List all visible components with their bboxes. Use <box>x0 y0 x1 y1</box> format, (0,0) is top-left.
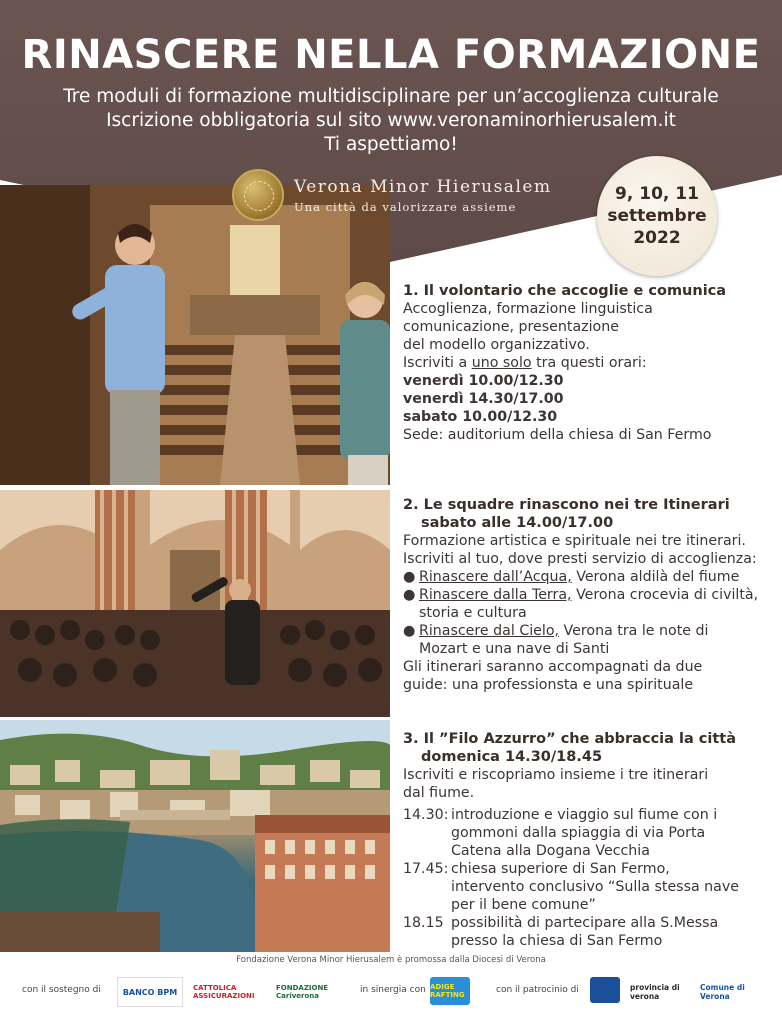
comune-verona-logo: Comune di Verona <box>700 983 745 1001</box>
subtitle-line-2: Iscrizione obbligatoria sul sito www.veronaminorhierusalem.it <box>106 110 676 131</box>
module-3-time: domenica 14.30/18.45 <box>421 749 603 765</box>
schedule-line-1: introduzione e viaggio sul fiume con i <box>451 807 718 823</box>
enroll-prefix: Iscriviti a <box>403 355 472 371</box>
subtitle-line-1: Tre moduli di formazione multidisciplinare per un’accoglienza culturale <box>63 86 719 107</box>
cattolica-logo: CATTOLICA ASSICURAZIONI <box>193 984 255 1000</box>
bullet-icon: ● <box>403 587 416 603</box>
module-1-desc-1: Accoglienza, formazione linguistica <box>403 301 653 317</box>
module-1 <box>403 282 773 444</box>
date-year: 2022 <box>633 228 681 248</box>
date-badge <box>597 156 717 276</box>
date-days: 9, 10, 11 <box>615 184 699 204</box>
logo-name: Verona Minor Hierusalem <box>294 176 552 197</box>
module-2-title: 2. Le squadre rinascono nei tre Itinerari <box>403 497 730 513</box>
patronage-label: con il patrocinio di <box>496 985 579 995</box>
slot-1: venerdì 10.00/12.30 <box>403 373 564 389</box>
module-2-desc-1: Formazione artistica e spirituale nei tre itinerari. <box>403 533 746 549</box>
synergy-label: in sinergia con <box>360 985 426 995</box>
bullet-icon: ● <box>403 569 416 585</box>
itinerary-name: Rinascere dall’Acqua, <box>419 569 572 585</box>
photo-verona-river <box>0 720 390 952</box>
slot-3: sabato 10.00/12.30 <box>403 409 558 425</box>
module-3-desc-2: dal fiume. <box>403 785 475 801</box>
banco-bpm-logo: BANCO BPM <box>117 977 183 1007</box>
module-1-enroll <box>403 354 773 372</box>
itinerary-desc: Verona tra le note di <box>559 623 709 639</box>
photo-basilica-group <box>0 490 390 717</box>
list-item <box>403 586 773 622</box>
module-3-desc-1: Iscriviti e riscopriamo insieme i tre itinerari <box>403 767 709 783</box>
module-1-desc-3: del modello organizzativo. <box>403 337 590 353</box>
list-item <box>403 568 773 586</box>
module-1-desc-2: comunicazione, presentazione <box>403 319 619 335</box>
schedule-line-1: possibilità di partecipare alla S.Messa <box>451 915 719 931</box>
itinerary-name: Rinascere dalla Terra, <box>419 587 572 603</box>
schedule-time: 14.30: <box>403 807 449 823</box>
poster-title: RINASCERE NELLA FORMAZIONE <box>21 32 761 78</box>
seal-icon <box>232 169 284 221</box>
provincia-verona-logo: provincia di verona <box>630 983 680 1001</box>
module-1-title: 1. Il volontario che accoglie e comunica <box>403 283 727 299</box>
module-2-note-1: Gli itinerari saranno accompagnati da due <box>403 659 703 675</box>
schedule-item <box>403 806 773 860</box>
module-3-title: 3. Il ”Filo Azzurro” che abbraccia la città <box>403 731 736 747</box>
schedule-item <box>403 860 773 914</box>
enroll-underlined: uno solo <box>471 355 532 371</box>
module-2 <box>403 496 773 694</box>
itinerary-desc: Verona crocevia di civiltà, <box>571 587 759 603</box>
schedule-line-3: Catena alla Dogana Vecchia <box>451 843 650 859</box>
schedule-line-2: intervento conclusivo “Sulla stessa nave <box>451 879 739 895</box>
adige-rafting-logo: ADIGE RAFTING <box>430 977 470 1005</box>
list-item <box>403 622 773 658</box>
slot-2: venerdì 14.30/17.00 <box>403 391 564 407</box>
support-label: con il sostegno di <box>22 985 101 995</box>
schedule-time: 18.15 <box>403 915 444 931</box>
vmh-logo <box>232 168 552 222</box>
schedule-item <box>403 914 773 950</box>
module-2-note-2: guide: una professionsta e una spirituale <box>403 677 694 693</box>
schedule-line-1: chiesa superiore di San Fermo, <box>451 861 670 877</box>
footer-note: Fondazione Verona Minor Hierusalem è promossa dalla Diocesi di Verona <box>236 955 546 965</box>
subtitle-line-3: Ti aspettiamo! <box>324 134 458 155</box>
regione-veneto-icon <box>590 977 620 1003</box>
module-1-venue: Sede: auditorium della chiesa di San Fermo <box>403 427 712 443</box>
module-2-time: sabato alle 14.00/17.00 <box>421 515 614 531</box>
schedule-line-3: per il bene comune” <box>451 897 596 913</box>
schedule-line-2: presso la chiesa di San Fermo <box>451 933 663 949</box>
itinerary-desc-2: Mozart e una nave di Santi <box>419 641 610 657</box>
photo-church-volunteers <box>0 185 390 485</box>
sponsor-row <box>0 973 782 1013</box>
itinerary-name: Rinascere dal Cielo, <box>419 623 560 639</box>
itinerary-desc: Verona aldilà del fiume <box>571 569 740 585</box>
date-month: settembre <box>607 206 707 226</box>
logo-tagline: Una città da valorizzare assieme <box>294 199 517 214</box>
fondazione-cariverona-logo: FONDAZIONE Cariverona <box>276 984 329 1000</box>
schedule-line-2: gommoni dalla spiaggia di via Porta <box>451 825 706 841</box>
enroll-suffix: tra questi orari: <box>531 355 647 371</box>
bullet-icon: ● <box>403 623 416 639</box>
itinerary-desc-2: storia e cultura <box>419 605 527 621</box>
module-2-desc-2: Iscriviti al tuo, dove presti servizio di accoglienza: <box>403 551 757 567</box>
module-3 <box>403 730 773 950</box>
schedule-time: 17.45: <box>403 861 449 877</box>
